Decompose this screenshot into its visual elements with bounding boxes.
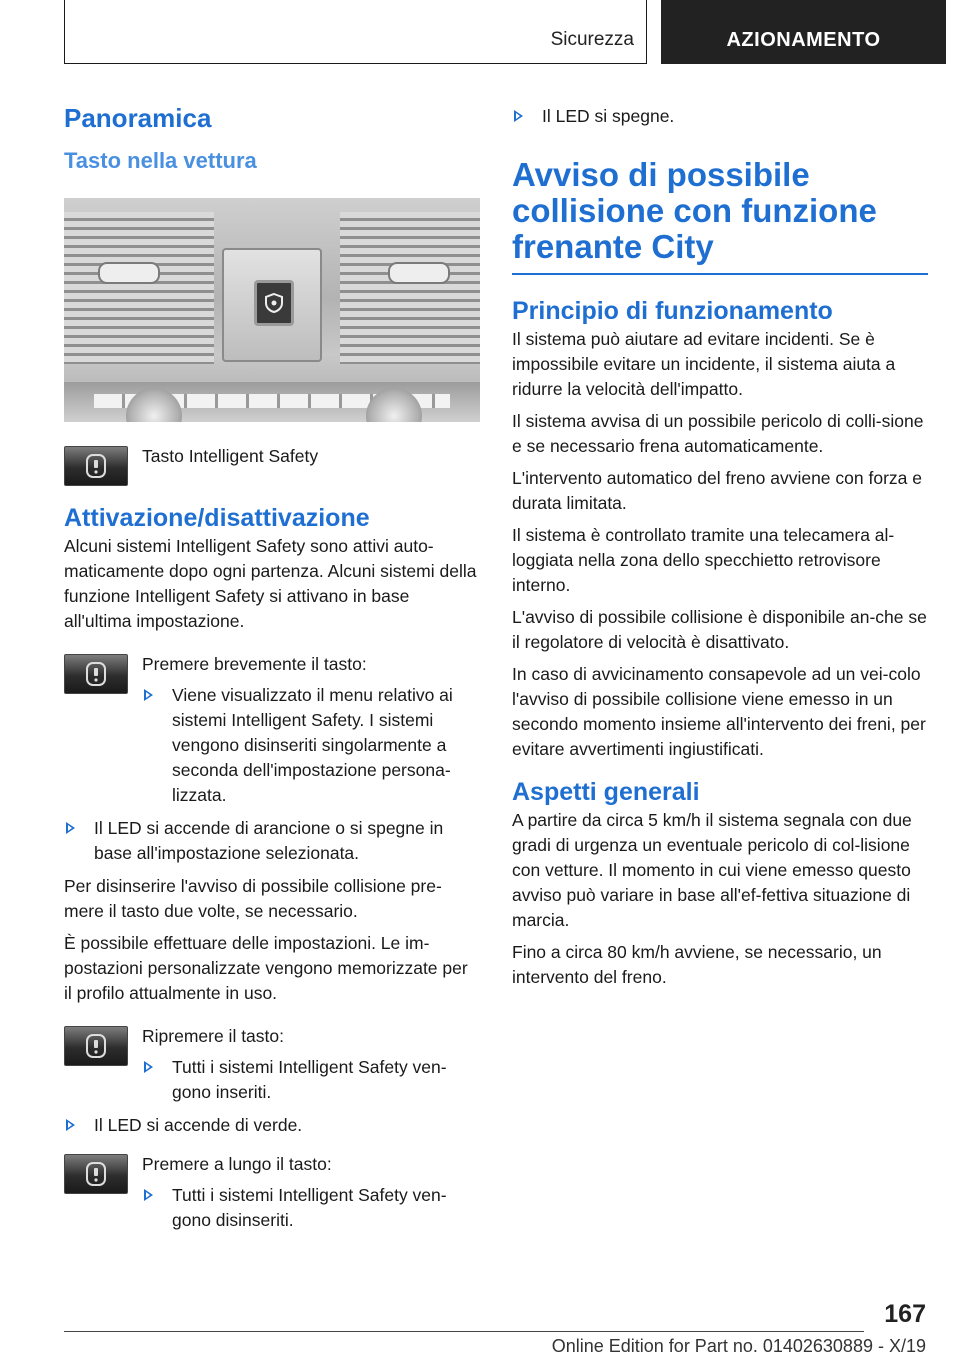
step2-text: Ripremere il tasto:: [142, 1026, 284, 1046]
bullet-text: Tutti i sistemi Intelligent Safety ven-gono disinseriti.: [172, 1185, 447, 1230]
air-vent-right: [340, 212, 480, 364]
intelligent-safety-button-icon: [64, 446, 128, 486]
list-item: [142, 1183, 480, 1233]
triangle-bullet-icon: [144, 689, 153, 701]
step1-row: [64, 652, 480, 816]
green-bullet-list: [64, 1113, 480, 1138]
triangle-bullet-icon: [144, 1189, 153, 1201]
header-section-tab: [64, 0, 647, 64]
general-heading: Aspetti generali: [512, 778, 700, 806]
principle-paragraph: L'intervento automatico del freno avviene con forza e durata limitata.: [512, 468, 922, 513]
intelligent-safety-button-icon: [64, 1026, 128, 1066]
list-item: [512, 104, 928, 129]
triangle-bullet-icon: [66, 822, 75, 834]
list-item: [142, 683, 480, 808]
list-item: [64, 816, 480, 866]
header-chapter-label: AZIONAMENTO: [726, 29, 881, 51]
left-column: [64, 96, 480, 1241]
button-subtitle: Tasto nella vettura: [64, 148, 257, 173]
header-section-label: Sicurezza: [550, 29, 634, 50]
principle-heading: Principio di funzionamento: [512, 297, 833, 325]
bullet-text: Il LED si accende di arancione o si spegne in base all'impostazione selezionata.: [94, 818, 444, 863]
intelligent-safety-button-icon: [64, 654, 128, 694]
general-paragraph: Fino a circa 80 km/h avviene, se necessario, un intervento del freno.: [512, 942, 882, 987]
principle-paragraph: Il sistema è controllato tramite una telecamera al-loggiata nella zona dello specchietto retrovisore interno.: [512, 525, 895, 595]
step1-bullet-list: [142, 683, 480, 808]
intelligent-safety-button-icon: [64, 1154, 128, 1194]
caption-row: [64, 444, 480, 486]
step3-text: Premere a lungo il tasto:: [142, 1154, 332, 1174]
list-item: [142, 1055, 480, 1105]
photo-caption: Tasto Intelligent Safety: [142, 446, 319, 466]
title-rule: [512, 273, 928, 275]
disable-paragraph: Per disinserire l'avviso di possibile collisione pre-mere il tasto due volte, se necessario.: [64, 876, 442, 921]
bullet-text: Viene visualizzato il menu relativo ai sistemi Intelligent Safety. I sistemi vengono disinseriti singolarmente a seconda dell'impostazione persona-lizzata.: [172, 685, 453, 805]
safety-button-photo-icon: [254, 280, 294, 326]
settings-paragraph: È possibile effettuare delle impostazioni. Le im-postazioni personalizzate vengono memorizzate per il profilo attualmente in uso.: [64, 933, 468, 1003]
collision-warning-title: Avviso di possibile collisione con funzione frenante City: [512, 156, 877, 265]
led-off-bullet-list: [512, 104, 928, 129]
bullet-text: Tutti i sistemi Intelligent Safety ven-gono inseriti.: [172, 1057, 447, 1102]
step1-text: Premere brevemente il tasto:: [142, 654, 367, 674]
vent-knob-left: [98, 262, 160, 284]
principle-paragraph: Il sistema può aiutare ad evitare incidenti. Se è impossibile evitare un incidente, il sistema aiuta a ridurre la velocità dell'impatto.: [512, 329, 896, 399]
air-vent-left: [64, 212, 214, 364]
overview-title: Panoramica: [64, 103, 212, 133]
header-chapter-tab: [661, 0, 946, 64]
principle-paragraph: Il sistema avvisa di un possibile pericolo di colli-sione e se necessario frena automaticamente.: [512, 411, 924, 456]
step2-row: [64, 1024, 480, 1113]
triangle-bullet-icon: [514, 110, 523, 122]
principle-paragraph: In caso di avvicinamento consapevole ad un vei-colo l'avviso di possibile collisione viene emesso in un secondo momento insieme all'intervento dei freni, per evitare avvertimenti ingiustificati.: [512, 664, 926, 759]
list-item: [64, 1113, 480, 1138]
page-number: 167: [884, 1300, 926, 1328]
vent-knob-right: [388, 262, 450, 284]
triangle-bullet-icon: [144, 1061, 153, 1073]
activation-heading: Attivazione/disattivazione: [64, 504, 370, 532]
activation-intro: Alcuni sistemi Intelligent Safety sono attivi auto-maticamente dopo ogni partenza. Alcuni sistemi della funzione Intelligent Safety si attivano in base all'ultima impostazione.: [64, 536, 477, 631]
led-bullet-list: [64, 816, 480, 866]
triangle-bullet-icon: [66, 1119, 75, 1131]
footer-rule: [64, 1331, 864, 1332]
step2-bullet-list: [142, 1055, 480, 1105]
general-paragraph: A partire da circa 5 km/h il sistema segnala con due gradi di urgenza un eventuale pericolo di col-lisione con vetture. Il momento in cui viene emesso questo avviso può variare in base all'ef-fettiva situazione di marcia.: [512, 810, 912, 930]
bullet-text: Il LED si spegne.: [542, 106, 675, 126]
edition-footer: Online Edition for Part no. 01402630889 - X/19: [551, 1336, 926, 1356]
right-column: [512, 96, 928, 997]
step3-bullet-list: [142, 1183, 480, 1233]
step3-row: [64, 1152, 480, 1241]
dashboard-photo: [64, 198, 480, 422]
bullet-text: Il LED si accende di verde.: [94, 1115, 303, 1135]
principle-paragraph: L'avviso di possibile collisione è disponibile an-che se il regolatore di velocità è disattivato.: [512, 607, 927, 652]
